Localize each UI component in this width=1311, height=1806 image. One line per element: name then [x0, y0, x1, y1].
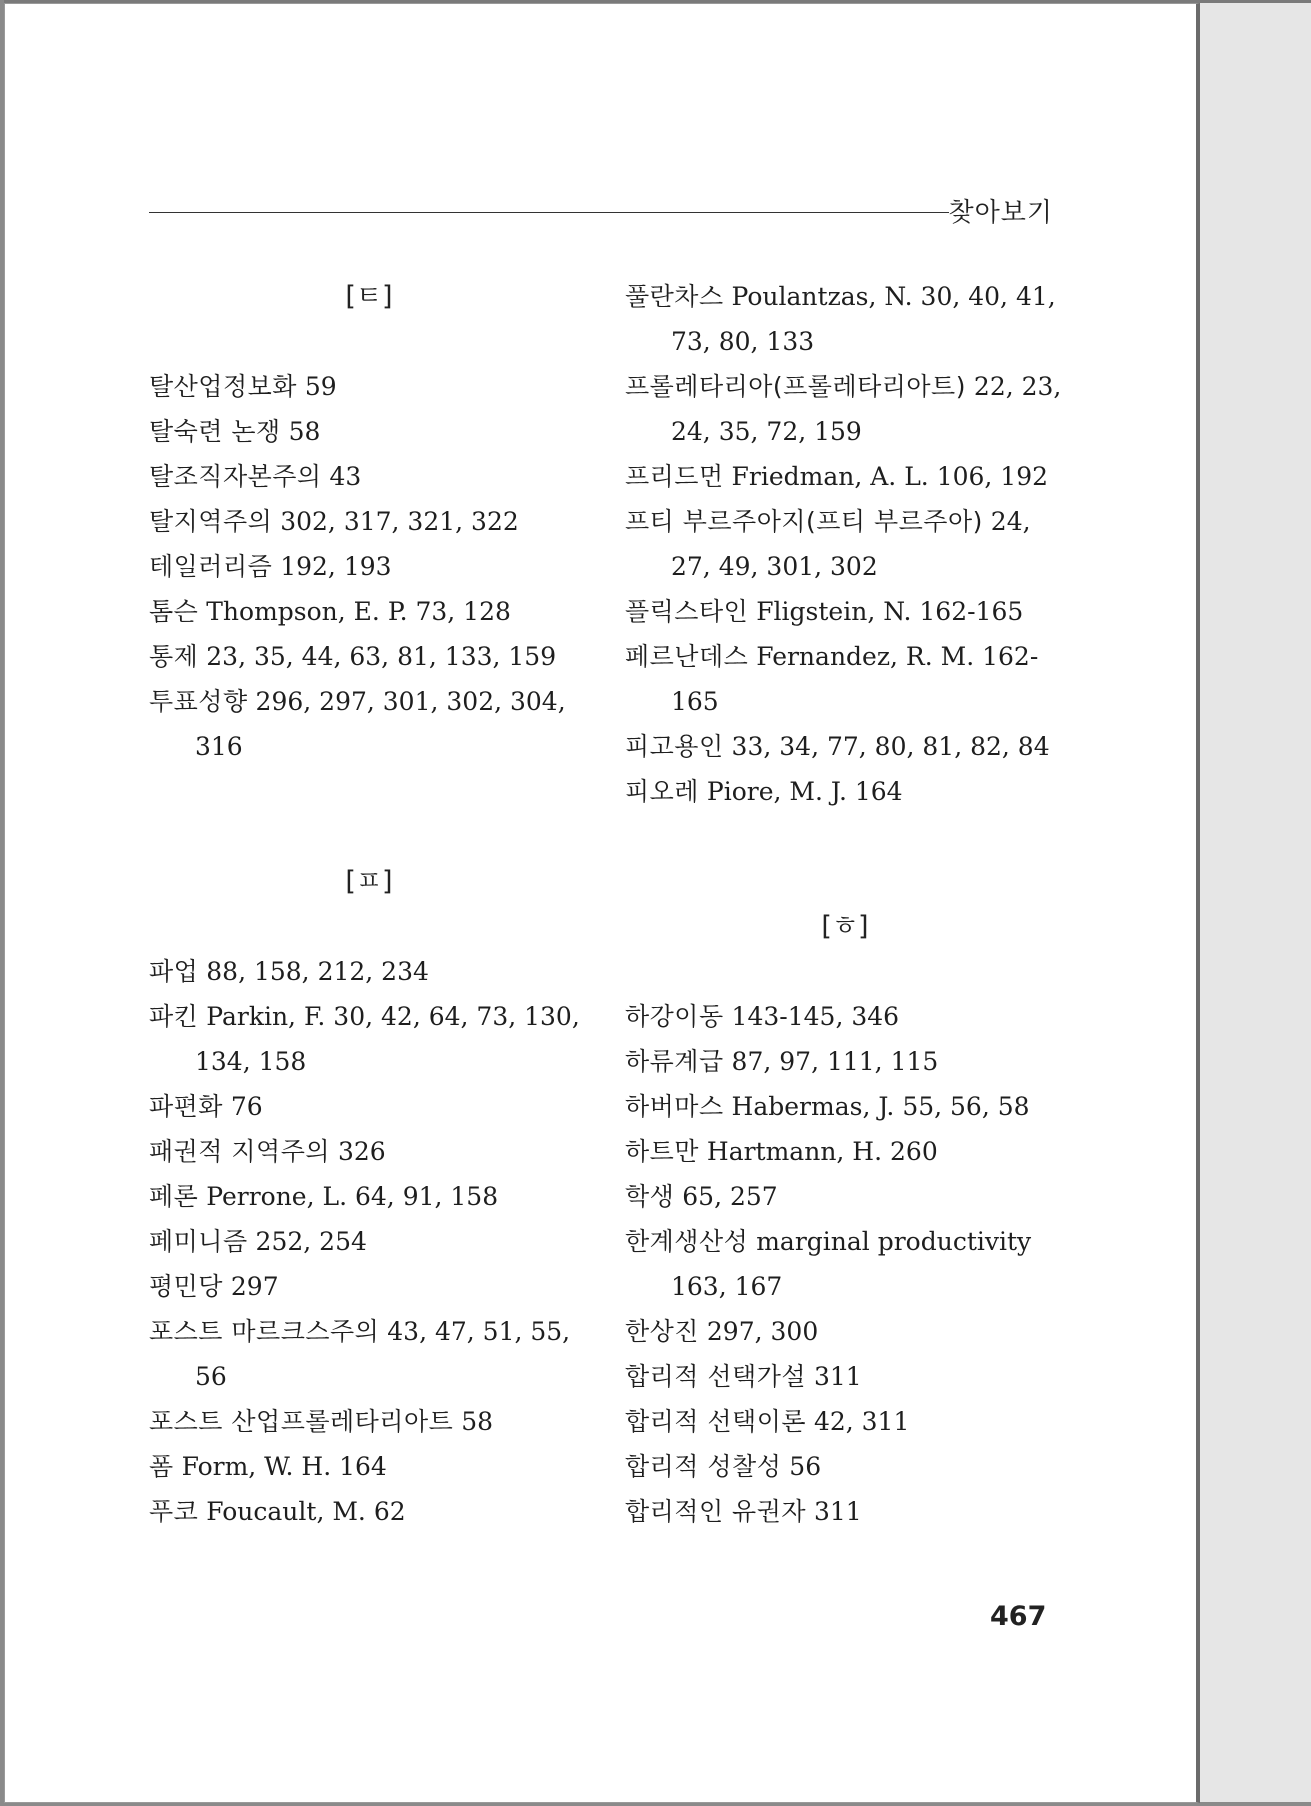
index-term: 풀란차스 — [625, 282, 724, 311]
index-term: 평민당 — [149, 1272, 223, 1301]
index-list-p-continued — [625, 274, 1065, 814]
spacer — [625, 859, 1065, 904]
section-heading-h: [ㅎ] — [821, 911, 869, 942]
index-column-left — [149, 274, 589, 1534]
index-list-t — [149, 364, 589, 769]
index-entry — [625, 1129, 1065, 1174]
index-references: 192, 193 — [272, 552, 392, 581]
index-term: 한계생산성 — [625, 1227, 749, 1256]
index-references: marginal productivity 163, 167 — [671, 1227, 1032, 1301]
section-heading-t: [ㅌ] — [345, 281, 393, 312]
index-references: 58 — [453, 1407, 494, 1436]
index-entry — [625, 724, 1065, 769]
index-references: 311 — [806, 1497, 862, 1526]
index-list-h — [625, 994, 1065, 1534]
index-term: 프롤레타리아(프롤레타리아트) — [625, 372, 966, 401]
index-references: 76 — [222, 1092, 263, 1121]
index-entry — [149, 409, 589, 454]
index-references: Perrone, L. 64, 91, 158 — [198, 1182, 499, 1211]
index-entry — [149, 364, 589, 409]
index-entry — [149, 544, 589, 589]
index-entry — [625, 769, 1065, 814]
index-entry — [625, 634, 1065, 724]
index-term: 하트만 — [625, 1137, 699, 1166]
index-term: 파킨 — [149, 1002, 199, 1031]
index-term: 프티 부르주아지(프티 부르주아) — [625, 507, 983, 536]
index-references: 42, 311 — [806, 1407, 910, 1436]
index-entry — [625, 364, 1065, 454]
index-references: Fernandez, R. M. 162-165 — [671, 642, 1039, 716]
index-term: 탈조직자본주의 — [149, 462, 322, 491]
index-term: 파편화 — [149, 1092, 223, 1121]
index-term: 포스트 산업프롤레타리아트 — [149, 1407, 454, 1436]
index-entry — [149, 1489, 589, 1534]
index-references: 65, 257 — [674, 1182, 778, 1211]
index-term: 탈산업정보화 — [149, 372, 297, 401]
running-head-title: 찾아보기 — [948, 198, 1053, 228]
index-references: 297 — [222, 1272, 279, 1301]
index-references: 58 — [280, 417, 321, 446]
index-references: 59 — [296, 372, 337, 401]
index-term: 페미니즘 — [149, 1227, 248, 1256]
index-entry — [625, 1309, 1065, 1354]
index-references: 143-145, 346 — [723, 1002, 900, 1031]
spacer — [149, 769, 589, 814]
index-entry — [149, 1444, 589, 1489]
index-entry — [149, 1309, 589, 1399]
index-references: 296, 297, 301, 302, 304, 316 — [195, 687, 566, 761]
index-references: Piore, M. J. 164 — [698, 777, 903, 806]
index-term: 하강이동 — [625, 1002, 724, 1031]
index-term: 학생 — [625, 1182, 675, 1211]
index-term: 합리적 성찰성 — [625, 1452, 782, 1481]
index-entry — [149, 1219, 589, 1264]
index-term: 투표성향 — [149, 687, 248, 716]
page-number: 467 — [990, 1601, 1047, 1632]
spacer — [149, 319, 589, 364]
index-entry — [149, 1129, 589, 1174]
index-references: Thompson, E. P. 73, 128 — [198, 597, 511, 626]
index-references: Hartmann, H. 260 — [698, 1137, 938, 1166]
index-entry — [149, 499, 589, 544]
index-references: 22, 23, 24, 35, 72, 159 — [671, 372, 1062, 446]
spacer — [149, 904, 589, 949]
spacer — [625, 814, 1065, 859]
index-entry — [625, 1354, 1065, 1399]
index-references: 252, 254 — [247, 1227, 367, 1256]
index-entry — [625, 1039, 1065, 1084]
index-entry — [149, 454, 589, 499]
index-term: 폼 — [149, 1452, 174, 1481]
index-entry — [625, 1084, 1065, 1129]
index-term: 포스트 마르크스주의 — [149, 1317, 380, 1346]
index-references: Foucault, M. 62 — [198, 1497, 406, 1526]
index-column-right — [625, 274, 1065, 1534]
index-entry — [625, 1219, 1065, 1309]
index-references: 297, 300 — [698, 1317, 819, 1346]
index-term: 탈숙련 논쟁 — [149, 417, 281, 446]
index-term: 합리적 선택가설 — [625, 1362, 806, 1391]
book-page — [4, 3, 1200, 1803]
index-entry — [625, 274, 1065, 364]
index-term: 합리적인 유권자 — [625, 1497, 806, 1526]
index-term: 피오레 — [625, 777, 699, 806]
index-references: 311 — [806, 1362, 862, 1391]
header-rule — [149, 212, 949, 213]
index-term: 하류계급 — [625, 1047, 724, 1076]
index-term: 피고용인 — [625, 732, 724, 761]
index-entry — [149, 679, 589, 769]
index-term: 한상진 — [625, 1317, 699, 1346]
index-references: 23, 35, 44, 63, 81, 133, 159 — [198, 642, 557, 671]
index-entry — [149, 1084, 589, 1129]
spacer — [149, 814, 589, 859]
index-entry — [625, 454, 1065, 499]
index-references: Parkin, F. 30, 42, 64, 73, 130, 134, 158 — [195, 1002, 580, 1076]
index-term: 프리드먼 — [625, 462, 724, 491]
index-term: 톰슨 — [149, 597, 199, 626]
index-term: 플릭스타인 — [625, 597, 749, 626]
index-references: 24, 27, 49, 301, 302 — [671, 507, 1031, 581]
index-entry — [149, 634, 589, 679]
index-term: 푸코 — [149, 1497, 199, 1526]
index-entry — [625, 1489, 1065, 1534]
index-term: 통제 — [149, 642, 199, 671]
index-term: 페론 — [149, 1182, 199, 1211]
index-entry — [625, 499, 1065, 589]
index-list-p — [149, 949, 589, 1534]
index-references: 88, 158, 212, 234 — [198, 957, 429, 986]
index-entry — [149, 994, 589, 1084]
index-entry — [149, 589, 589, 634]
index-entry — [625, 1174, 1065, 1219]
index-references: Habermas, J. 55, 56, 58 — [723, 1092, 1030, 1121]
index-entry — [625, 1399, 1065, 1444]
index-entry — [625, 1444, 1065, 1489]
index-entry — [149, 949, 589, 994]
index-entry — [625, 589, 1065, 634]
index-entry — [149, 1399, 589, 1444]
spacer — [625, 949, 1065, 994]
index-references: Friedman, A. L. 106, 192 — [723, 462, 1049, 491]
section-heading-p: [ㅍ] — [345, 866, 393, 897]
index-term: 하버마스 — [625, 1092, 724, 1121]
index-entry — [625, 994, 1065, 1039]
index-references: Poulantzas, N. 30, 40, 41, 73, 80, 133 — [671, 282, 1056, 356]
index-entry — [149, 1174, 589, 1219]
index-references: 56 — [781, 1452, 822, 1481]
index-references: 326 — [330, 1137, 386, 1166]
index-references: 33, 34, 77, 80, 81, 82, 84 — [723, 732, 1050, 761]
index-references: Fligstein, N. 162-165 — [748, 597, 1024, 626]
index-references: 43 — [321, 462, 362, 491]
index-term: 파업 — [149, 957, 199, 986]
index-term: 탈지역주의 — [149, 507, 273, 536]
index-references: Form, W. H. 164 — [173, 1452, 387, 1481]
index-term: 합리적 선택이론 — [625, 1407, 806, 1436]
index-term: 패권적 지역주의 — [149, 1137, 330, 1166]
running-head — [149, 190, 1053, 230]
index-term: 페르난데스 — [625, 642, 749, 671]
index-entry — [149, 1264, 589, 1309]
index-references: 43, 47, 51, 55, 56 — [195, 1317, 571, 1391]
index-references: 87, 97, 111, 115 — [723, 1047, 939, 1076]
index-references: 302, 317, 321, 322 — [272, 507, 519, 536]
index-term: 테일러리즘 — [149, 552, 273, 581]
